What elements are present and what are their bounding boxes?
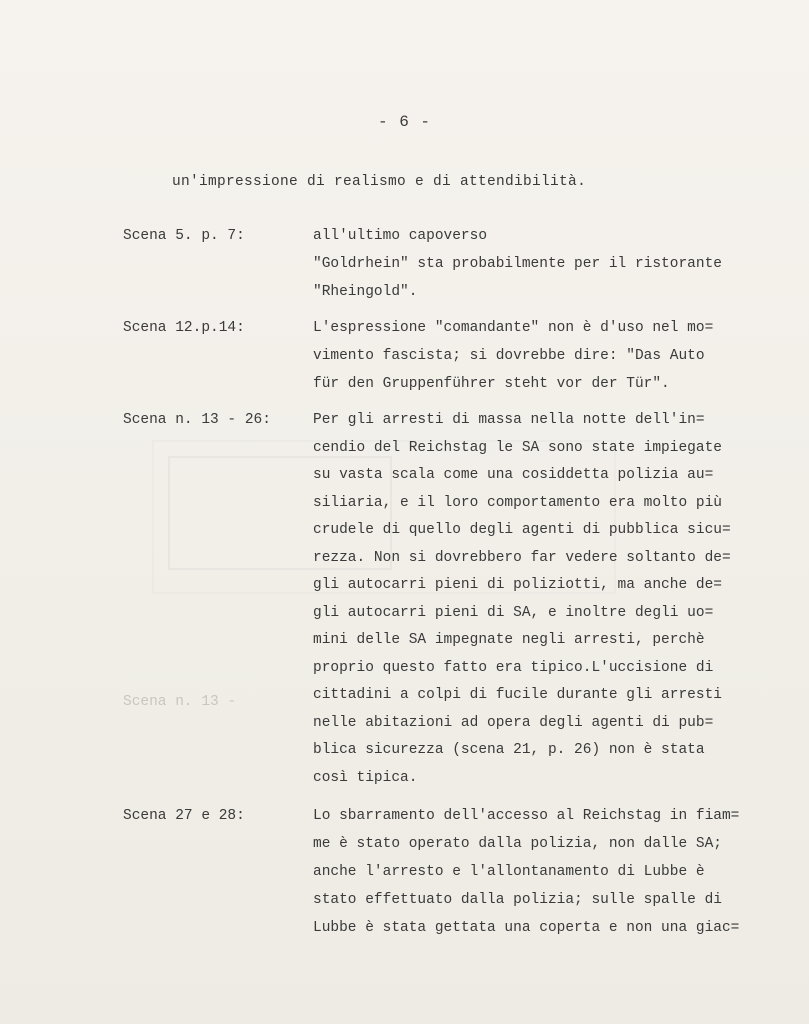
entry-line: blica sicurezza (scena 21, p. 26) non è stata [313, 742, 705, 758]
entry-line: Lubbe è stata gettata una coperta e non una giac= [313, 920, 740, 936]
entry-line: cittadini a colpi di fucile durante gli arresti [313, 687, 722, 703]
entry-line: proprio questo fatto era tipico.L'uccisione di [313, 659, 714, 676]
faded-label: Scena n. 13 - [123, 694, 237, 710]
entry-line: nelle abitazioni ad opera degli agenti di pub= [313, 714, 714, 731]
entry-line: rezza. Non si dovrebbero far vedere soltanto de= [313, 549, 731, 566]
page-number: - 6 - [377, 113, 431, 131]
entry-line: "Rheingold". [313, 284, 418, 300]
entry-line: cendio del Reichstag le SA sono state impiegate [313, 439, 722, 456]
entry-line: così tipica. [313, 769, 418, 786]
entry-line: siliaria, e il loro comportamento era molto più [313, 494, 722, 511]
entry-line: crudele di quello degli agenti di pubblica sicu= [313, 522, 731, 538]
entry-line: vimento fascista; si dovrebbe dire: "Das Auto [313, 348, 705, 364]
entry-line: su vasta scala come una cosiddetta polizia au= [313, 467, 714, 483]
intro-line: un'impressione di realismo e di attendibilità. [172, 174, 587, 190]
entry-label: Scena 5. p. 7: [123, 228, 245, 244]
entry-line: anche l'arresto e l'allontanamento di Lubbe è [313, 864, 705, 880]
entry-line: L'espressione "comandante" non è d'uso nel mo= [313, 320, 714, 336]
entry-label: Scena n. 13 - 26: [123, 412, 271, 428]
entry-line: "Goldrhein" sta probabilmente per il ristorante [313, 256, 722, 272]
entry-line: Per gli arresti di massa nella notte dell'in= [313, 412, 705, 428]
entry-line: gli autocarri pieni di SA, e inoltre degli uo= [313, 604, 714, 621]
entry-line: für den Gruppenführer steht vor der Tür". [313, 376, 670, 392]
entry-line: mini delle SA impegnate negli arresti, perchè [313, 632, 705, 648]
entry-line: me è stato operato dalla polizia, non dalle SA; [313, 836, 722, 852]
entry-line: Lo sbarramento dell'accesso al Reichstag in fiam= [313, 808, 740, 824]
entry-label: Scena 12.p.14: [123, 320, 245, 336]
entry-line: gli autocarri pieni di poliziotti, ma anche de= [313, 577, 722, 593]
entry-line: stato effettuato dalla polizia; sulle spalle di [313, 892, 722, 908]
entry-label: Scena 27 e 28: [123, 808, 245, 824]
entry-line: all'ultimo capoverso [313, 228, 488, 244]
